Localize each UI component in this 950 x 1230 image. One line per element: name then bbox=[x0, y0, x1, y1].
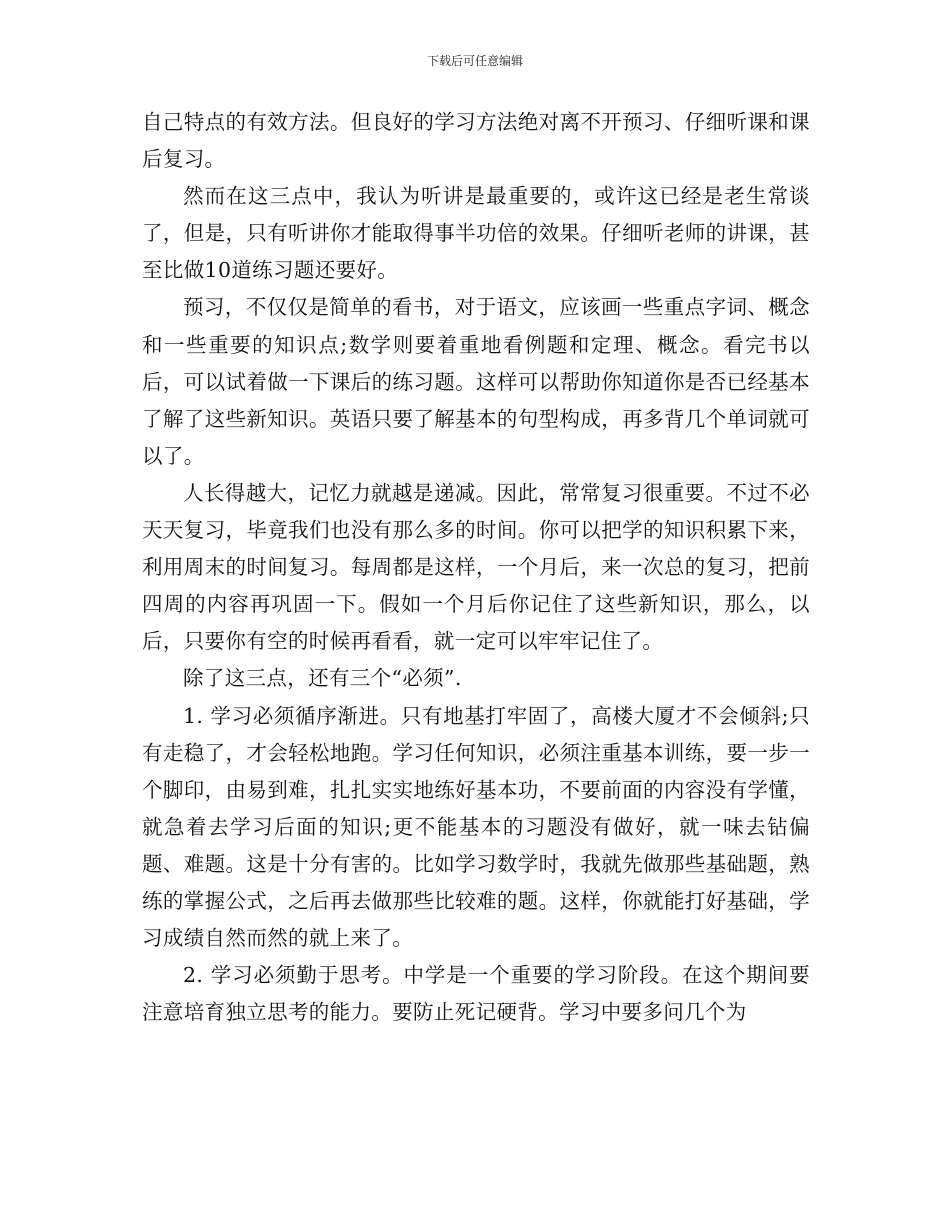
paragraph-6: 1. 学习必须循序渐进。只有地基打牢固了，高楼大厦才不会倾斜;只有走稳了，才会轻松地跑。学习任何知识，必须注重基本训练，要一步一个脚印，由易到难，扎扎实实地练好基本功，不要前面的内容没有学懂，就急着去学习后面的知识;更不能基本的习题没有做好，就一味去钻偏题、难题。这是十分有害的。比如学习数学时，我就先做那些基础题，熟练的掌握公式，之后再去做那些比较难的题。这样，你就能打好基础，学习成绩自然而然的就上来了。 bbox=[142, 703, 810, 951]
paragraph-3: 预习，不仅仅是简单的看书，对于语文，应该画一些重点字词、概念和一些重要的知识点;数学则要着重地看例题和定理、概念。看完书以后，可以试着做一下课后的练习题。这样可以帮助你知道你是否已经基本了解了这些新知识。英语只要了解基本的句型构成，再多背几个单词就可以了。 bbox=[142, 295, 810, 468]
page-header: 下载后可任意编辑 bbox=[426, 54, 523, 68]
paragraph-4: 人长得越大，记忆力就越是递减。因此，常常复习很重要。不过不必天天复习，毕竟我们也没有那么多的时间。你可以把学的知识积累下来，利用周末的时间复习。每周都是这样，一个月后，来一次总的复习，把前四周的内容再巩固一下。假如一个月后你记住了这些新知识，那么，以后，只要你有空的时候再看看，就一定可以牢牢记住了。 bbox=[142, 480, 810, 654]
paragraph-7: 2. 学习必须勤于思考。中学是一个重要的学习阶段。在这个期间要注意培育独立思考的能力。要防止死记硬背。学习中要多问几个为 bbox=[142, 963, 810, 1025]
document-body bbox=[142, 104, 810, 1031]
paragraph-2: 然而在这三点中，我认为听讲是最重要的，或许这已经是老生常谈了，但是，只有听讲你才能取得事半功倍的效果。仔细听老师的讲课，甚至比做10道练习题还要好。 bbox=[142, 184, 810, 283]
paragraph-1: 自己特点的有效方法。但良好的学习方法绝对离不开预习、仔细听课和课后复习。 bbox=[142, 110, 810, 172]
paragraph-5: 除了这三点，还有三个“必须”. bbox=[183, 666, 462, 691]
